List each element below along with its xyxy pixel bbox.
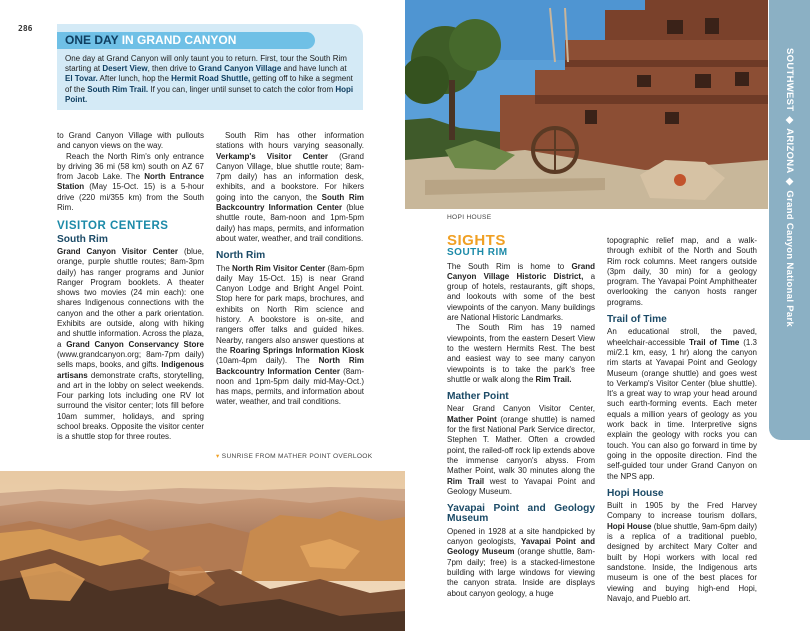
col4-trail-text [607, 327, 757, 481]
mather-point-heading: Mather Point [447, 391, 509, 403]
col2-north-rim-text [216, 264, 364, 408]
col4-intro [607, 236, 757, 308]
paragraph: to Grand Canyon Village with pullouts and canyon views on the way. [57, 131, 204, 151]
sidebar-title: ONE DAY IN GRAND CANYON [57, 32, 315, 49]
column-2 [216, 131, 364, 408]
hopi-house-heading: Hopi House [607, 487, 664, 499]
col3-yavapai-text [447, 527, 595, 599]
caption-sunrise: ▾ SUNRISE FROM MATHER POINT OVERLOOK [216, 453, 373, 460]
col3-intro [447, 262, 595, 386]
paragraph: Near Grand Canyon Visitor Center, Mather Point (orange shuttle) is named for the first National Park Service director, Stephen T. Mather. Often a crowded point, the railed-off rock lip extends above the immense canyon's abyss. From Mather Point, walk 30 minutes along the Rim Trail west to Yavapai Point and Geology Museum. [447, 404, 596, 496]
sights-south-rim-heading: SOUTH RIM [447, 247, 508, 259]
paragraph: Built in 1905 by the Fred Harvey Company to increase tourism dollars, Hopi House (blue shuttle, 9am-6pm daily) is a replica of a traditional pueblo, designed by architect Mary Colter and built by Hopi workers with local red sandstone. Inside, the Indigenous arts museum is one of the best places for viewing and buying high-end Hopi, Navajo, and Pueblo art. [607, 501, 757, 603]
north-rim-heading: North Rim [216, 250, 266, 262]
section-tab-label: SOUTHWEST ◆ ARIZONA ◆ Grand Canyon National Park [784, 48, 795, 328]
col2-intro [216, 131, 364, 244]
col1-south-rim-text [57, 247, 204, 443]
paragraph: Grand Canyon Visitor Center (blue, orange, purple shuttle routes; 8am-3pm daily) has ranger programs and Junior Ranger Program booklets. A theater shows two movies (24 min each): one shares Indigenous connections with the canyon and the other a park orientation. Exhibits are outside, along with hiking and shuttle information. Across the plaza, a Grand Canyon Conservancy Store (www.grandcanyon.org; 8am-7pm daily) sells maps, books, and gifts. Indigenous artisans demonstrate crafts, storytelling, and art in the lobby on select weekends. Four parking lots including one RV lot surround the visitor center; lots fill before 10am summer, holidays, and spring school breaks. Opposite the visitor center is a shuttle stop for three routes. [57, 246, 204, 442]
photo-sunrise-mather-point [0, 471, 405, 631]
yavapai-heading: Yavapai Point and Geology Museum [447, 503, 595, 525]
one-day-sidebar [57, 24, 363, 110]
column-4 [607, 236, 757, 604]
paragraph: The North Rim Visitor Center (8am-6pm daily May 15-Oct. 15) is near Grand Canyon Lodge and Bright Angel Point. Stop here for park maps, brochures, and exhibits on North Rim science and history. A bookstore is on-site, and rangers offer talks and guided hikes. Nearby, rangers also answer questions at the Roaring Springs Information Kiosk (10am-4pm daily). The North Rim Backcountry Information Center (8am-noon and 1pm-5pm daily mid-May-Oct.) has maps, permits, and information about water, weather, and trail conditions. [216, 263, 365, 407]
paragraph: topographic relief map, and a walk-through exhibit of the North and South Rim rock columns. Meet rangers outside (3pm daily, 30 min) for a geology program. The Yavapai Point Amphitheater overlooking the canyon hosts ranger programs. [607, 236, 757, 307]
caption-hopi-house: HOPI HOUSE [447, 214, 492, 221]
col3-mather-text [447, 404, 595, 497]
paragraph: An educational stroll, the paved, wheelchair-accessible Trail of Time (1.3 mi/2.1 km, easy, 1 hr) along the canyon rim starts at Yavapai Point and Geology Museum (orange shuttle) and goes west to Verkamp's Visitor Center (blue shuttle). It's a great way to wrap your head around such earth-forming events. Each meter equals a million years of geology as you work back in time. Interpretive signs explain the geology with rocks you can touch. You can also go forward in time by going in the opposite direction. Find the self-guided tour under Grand Canyon on the NPS app. [607, 327, 757, 481]
photo-hopi-house [405, 0, 768, 209]
page-number-left: 286 [18, 24, 33, 33]
paragraph: Reach the North Rim's only entrance by driving 36 mi (58 km) south on AZ 67 from Jacob Lake. The North Entrance Station (May 15-Oct. 15) is a 5-hour drive (220 mi/355 km) from the South Rim. [57, 151, 204, 213]
paragraph: The South Rim is home to Grand Canyon Village Historic District, a group of hotels, restaurants, gift shops, and lookouts with some of the best viewpoints of the canyon. Many buildings are National Historic Landmarks. [447, 261, 596, 323]
sidebar-body: One day at Grand Canyon will only taunt you to return. First, tour the South Rim starting at Desert View, then drive to Grand Canyon Village and have lunch at El Tovar. After lunch, hop the Hermit Road Shuttle, getting off to hike a segment of the South Rim Trail. If you can, linger until sunset to catch the color from Hopi Point. [65, 54, 354, 104]
column-1 [57, 131, 204, 443]
paragraph: Opened in 1928 at a site handpicked by canyon geologists, Yavapai Point and Geology Museum (orange shuttle, 8am-7pm daily; free) is a stacked-limestone building with large windows for viewing the canyon strata. Inside are displays about canyon geology, a huge [447, 526, 595, 598]
trail-of-time-heading: Trail of Time [607, 314, 667, 326]
south-rim-heading: South Rim [57, 233, 108, 245]
paragraph: South Rim has other information stations with hours varying seasonally. Verkamp's Visitor Center (Grand Canyon Village, blue shuttle route; 8am-7pm daily) has an information desk, exhibits, and a bookstore. For hikers going into the canyon, the South Rim Backcountry Information Center (blue shuttle route, 8am-noon and 1pm-5pm daily) has maps, permits, and information about water, weather, and trail conditions. [216, 131, 365, 243]
col4-hopi-text [607, 501, 757, 604]
column-3 [447, 232, 596, 599]
col1-intro [57, 131, 204, 213]
paragraph: The South Rim has 19 named viewpoints, from the eastern Desert View to the western Hermits Rest. The best and easiest way to see many canyon viewpoints is to take the park's free shuttle or walk along the Rim Trail. [447, 323, 595, 384]
sights-heading: SIGHTS [447, 232, 506, 249]
visitor-centers-heading: VISITOR CENTERS [57, 220, 169, 233]
